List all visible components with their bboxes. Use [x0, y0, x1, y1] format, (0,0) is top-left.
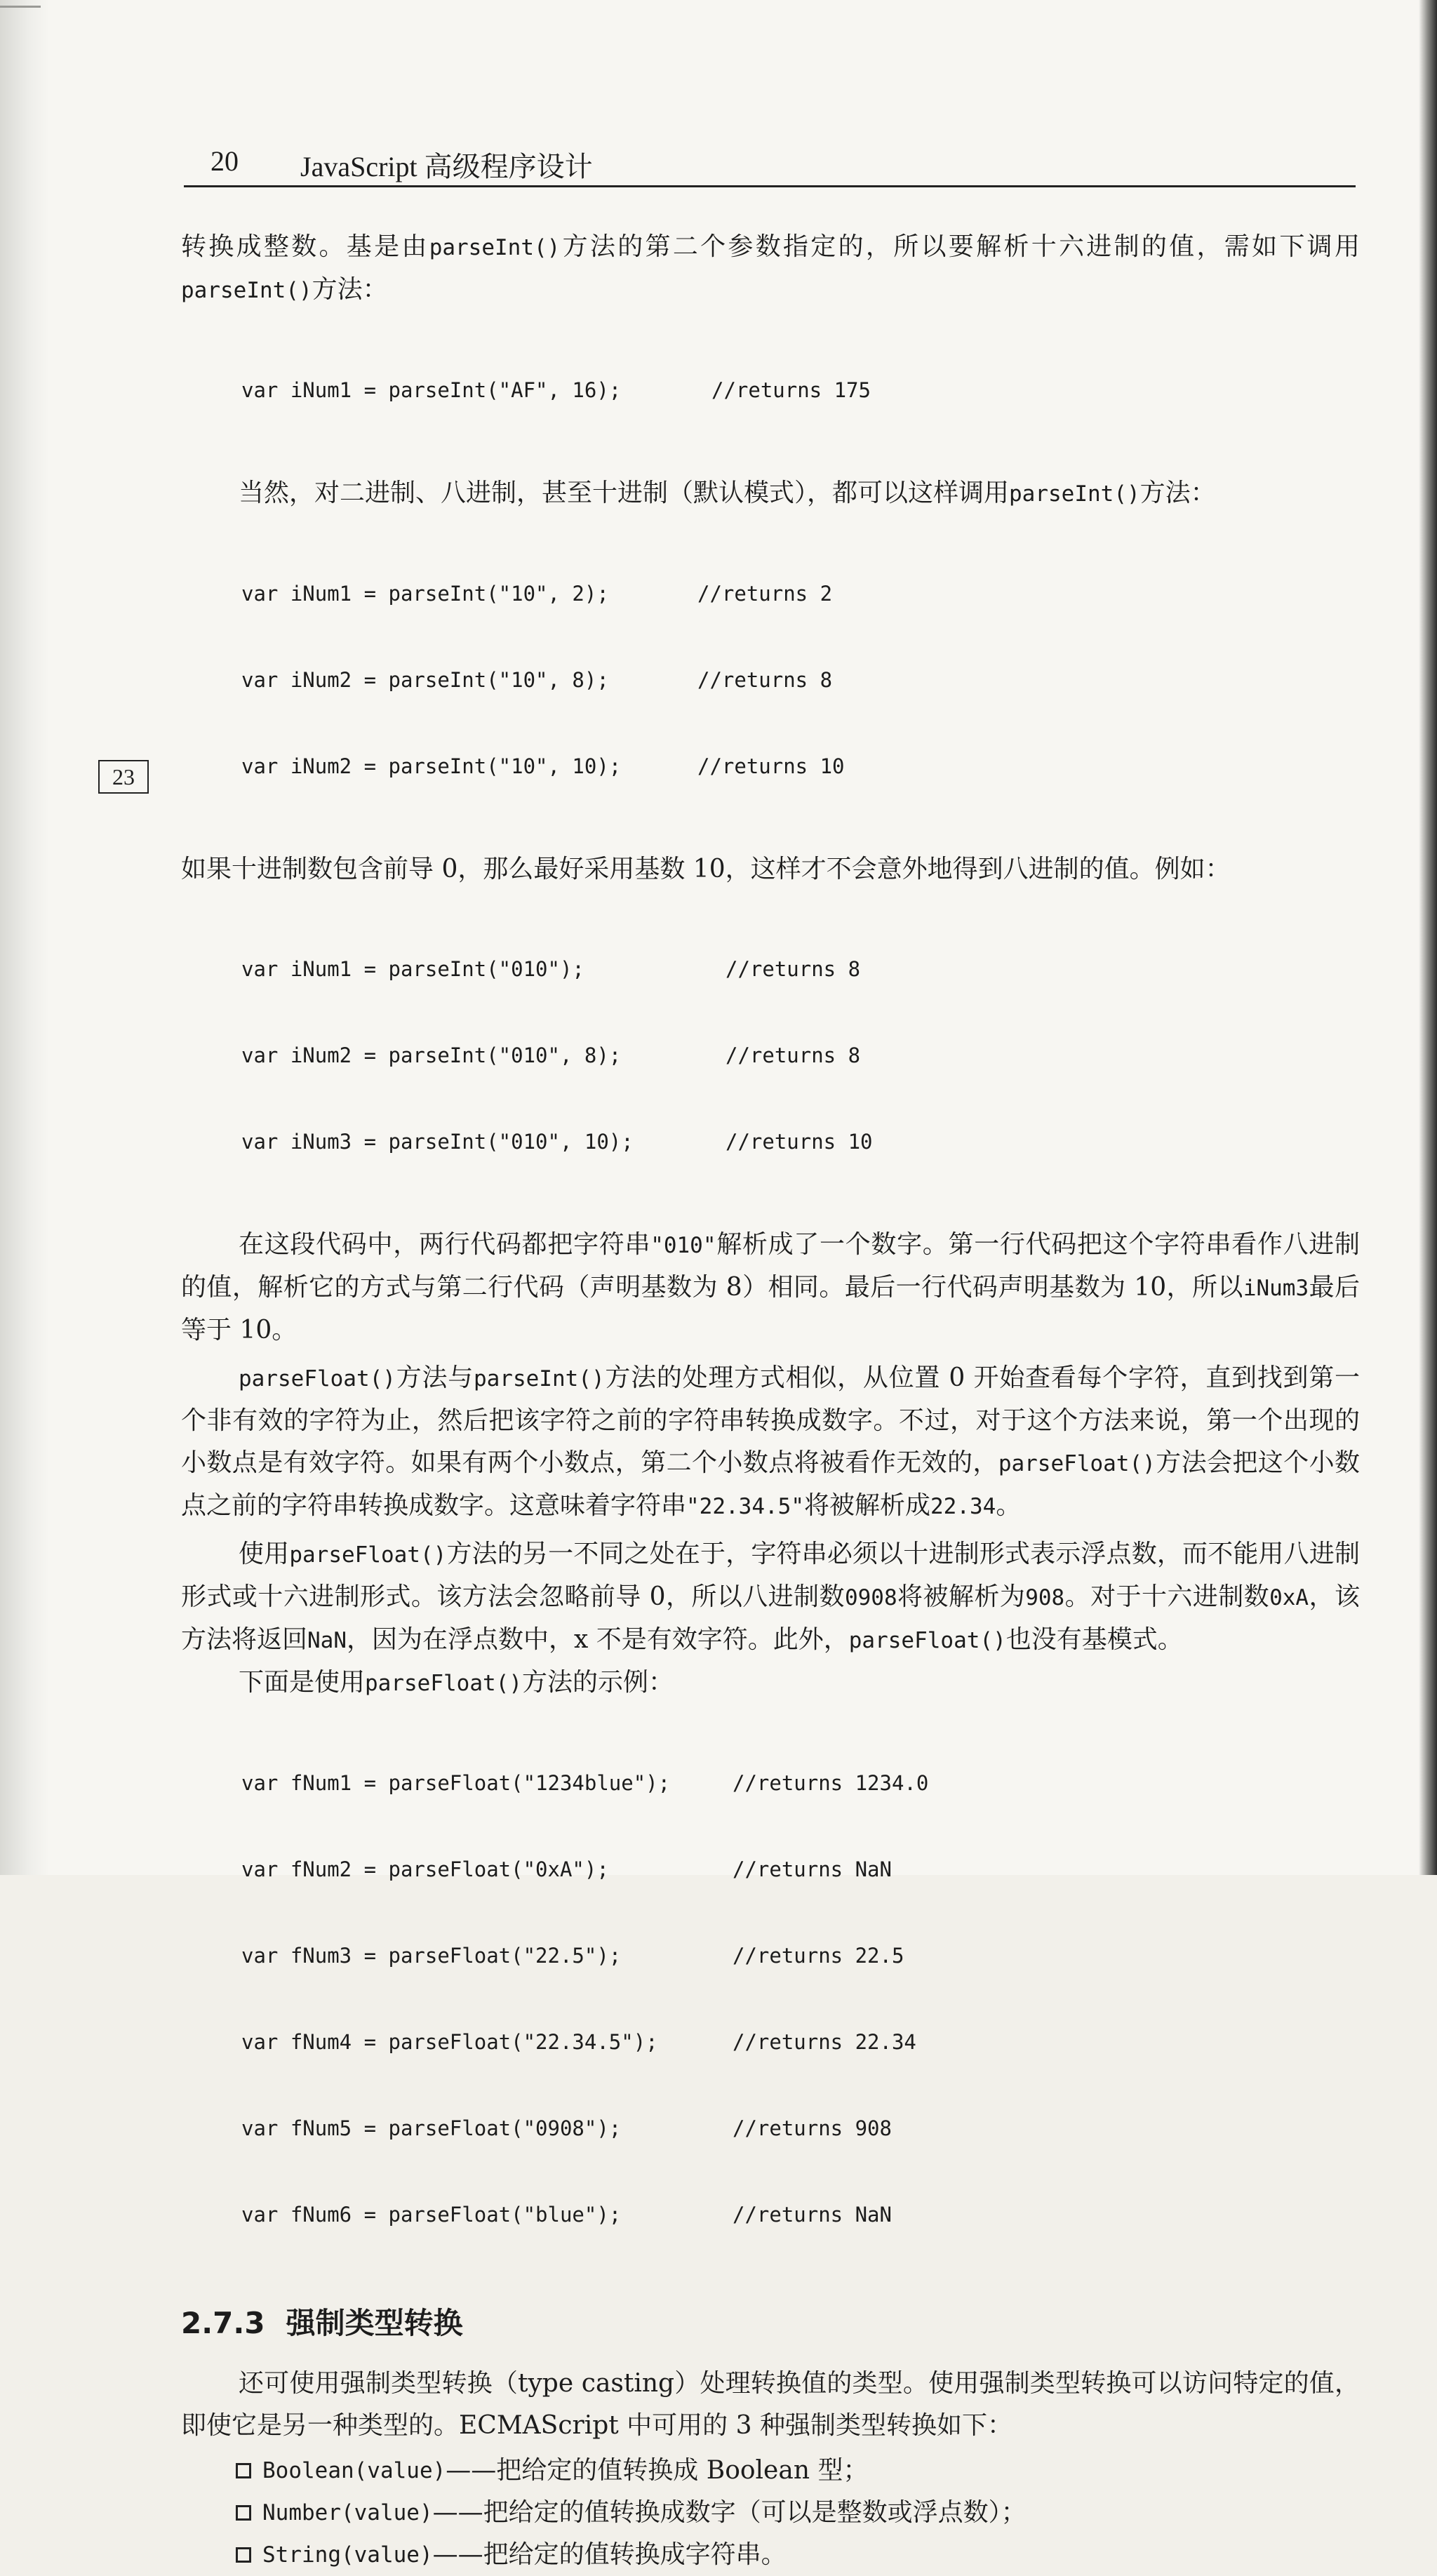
book-title: JavaScript 高级程序设计: [300, 151, 593, 182]
code-line: var iNum2 = parseInt("10", 10); //returns 10: [241, 754, 845, 778]
code-line: var iNum1 = parseInt("10", 2); //returns 2: [241, 582, 833, 606]
checkbox-bullet-icon: [236, 2463, 251, 2478]
paragraph-1: 转换成整数。基是由parseInt()方法的第二个参数指定的，所以要解析十六进制的值，需如下调用parseInt()方法：: [181, 232, 1360, 304]
paragraph-2: 当然，对二进制、八进制，甚至十进制（默认模式），都可以这样调用parseInt()方法：: [239, 479, 1216, 507]
code-block-1: [241, 319, 1360, 462]
page-right-edge: [1419, 0, 1437, 1875]
page-content: [181, 226, 1360, 2576]
checkbox-bullet-icon: [236, 2505, 251, 2521]
page-left-edge: [0, 0, 49, 1875]
scan-edge-mark: [0, 6, 41, 8]
code-block-3: [241, 897, 1360, 1214]
code-line: var fNum6 = parseFloat("blue"); //returns NaN: [241, 2203, 892, 2227]
paragraph-5: parseFloat()方法与parseInt()方法的处理方式相似，从位置 0 开始查看每个字符，直到找到第一个非有效的字符为止，然后把该字符之前的字符串转换成数字。不过，对于这个方法来说，第一个出现的小数点是有效字符。如果有两个小数点，第二个小数点将被看作无效的，parseFloat()方法会把这个小数点之前的字符串转换成数字。这意味着字符串"22.34.5"将被解析成22.34。: [181, 1363, 1360, 1520]
paragraph-6: 使用parseFloat()方法的另一不同之处在于，字符串必须以十进制形式表示浮点数，而不能用八进制形式或十六进制形式。该方法会忽略前导 0，所以八进制数0908将被解析为908。对于十六进制数0xA，该方法将返回NaN，因为在浮点数中，x 不是有效字符。此外，parseFloat()也没有基模式。: [181, 1540, 1360, 1654]
list-item: Boolean(value) ——把给定的值转换成 Boolean 型；: [236, 2450, 1360, 2492]
code-line: var iNum1 = parseInt("AF", 16); //returns 175: [241, 378, 871, 402]
checkbox-bullet-icon: [236, 2547, 251, 2563]
code-line: var fNum5 = parseFloat("0908"); //returns 908: [241, 2116, 892, 2140]
bullet-list: [236, 2450, 1360, 2576]
running-header: [184, 143, 1356, 187]
paragraph-4: 在这段代码中，两行代码都把字符串"010"解析成了一个数字。第一行代码把这个字符串看作八进制的值，解析它的方式与第二行代码（声明基数为 8）相同。最后一行代码声明基数为 10，所以iNum3最后等于 10。: [181, 1230, 1360, 1344]
code-line: var iNum2 = parseInt("10", 8); //returns 8: [241, 668, 833, 692]
paragraph-3: 如果十进制数包含前导 0，那么最好采用基数 10，这样才不会意外地得到八进制的值。例如：: [181, 855, 1231, 883]
paragraph-7: 下面是使用parseFloat()方法的示例：: [239, 1668, 674, 1697]
code-block-2: [241, 522, 1360, 839]
code-block-4: [241, 1711, 1360, 2287]
list-item: String(value) ——把给定的值转换成字符串。: [236, 2534, 1360, 2576]
margin-page-marker: 23: [98, 760, 149, 794]
code-line: var iNum1 = parseInt("010"); //returns 8: [241, 957, 861, 981]
section-number: 2.7.3: [181, 2306, 265, 2340]
section-title: 强制类型转换: [286, 2306, 463, 2340]
list-item: Number(value) ——把给定的值转换成数字（可以是整数或浮点数）；: [236, 2492, 1360, 2534]
page-number: 20: [210, 145, 239, 177]
code-line: var iNum2 = parseInt("010", 8); //returns 8: [241, 1043, 861, 1067]
paragraph-8: 还可使用强制类型转换（type casting）处理转换值的类型。使用强制类型转换可以访问特定的值，即使它是另一种类型的。ECMAScript 中可用的 3 种强制类型转换如下：: [181, 2369, 1360, 2440]
section-heading: [181, 2302, 1360, 2344]
code-line: var fNum3 = parseFloat("22.5"); //returns 22.5: [241, 1944, 904, 1968]
code-line: var fNum1 = parseFloat("1234blue"); //returns 1234.0: [241, 1771, 929, 1795]
code-line: var fNum4 = parseFloat("22.34.5"); //returns 22.34: [241, 2030, 916, 2054]
code-line: var iNum3 = parseInt("010", 10); //returns 10: [241, 1130, 873, 1154]
code-line: var fNum2 = parseFloat("0xA"); //returns NaN: [241, 1857, 892, 1881]
